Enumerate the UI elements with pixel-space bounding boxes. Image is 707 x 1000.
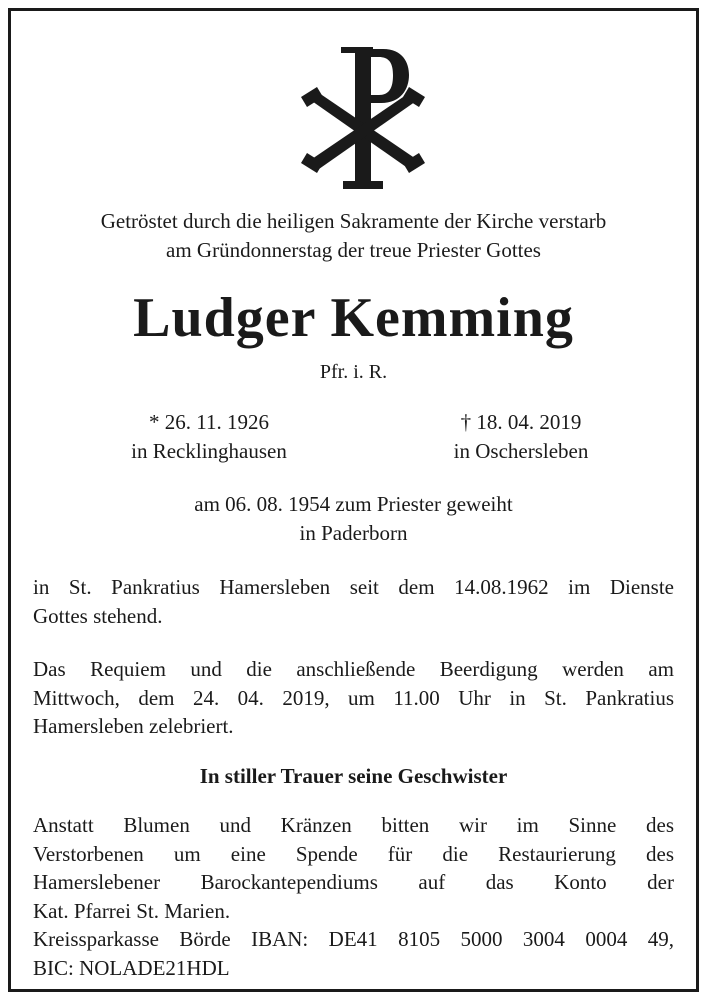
requiem-line-3: Hamersleben zelebriert. — [33, 714, 234, 738]
intro-text — [11, 207, 696, 265]
requiem-paragraph — [33, 655, 674, 741]
death-info — [401, 408, 641, 466]
donation-line-6: BIC: NOLADE21HDL — [33, 955, 230, 980]
death-date: † 18. 04. 2019 — [460, 410, 582, 434]
donation-line-2: Verstorbenen um eine Spende für die Restaurierung des — [33, 841, 674, 866]
death-place: in Oschersleben — [453, 439, 589, 463]
donation-line-4: Kat. Pfarrei St. Marien. — [33, 898, 231, 923]
service-line-2: Gottes stehend. — [33, 603, 163, 628]
donation-line-3: Hamerslebener Barockantependiums auf das Konto der — [33, 870, 674, 894]
service-paragraph — [33, 573, 674, 630]
requiem-line-2: Mittwoch, dem 24. 04. 2019, um 11.00 Uhr in St. Pankratius — [33, 685, 674, 710]
service-line-1: in St. Pankratius Hamersleben seit dem 14.08.1962 im Dienste — [33, 575, 674, 599]
obituary-notice — [8, 8, 699, 992]
donation-paragraph — [33, 811, 674, 982]
birth-info — [89, 408, 329, 466]
intro-line-1: Getröstet durch die heiligen Sakramente der Kirche verstarb — [100, 209, 607, 233]
birth-place: in Recklinghausen — [131, 439, 287, 463]
intro-line-2: am Gründonnerstag der treue Priester Gottes — [166, 238, 541, 262]
title-suffix: Pfr. i. R. — [319, 361, 388, 383]
chi-rho-icon — [297, 41, 429, 191]
deceased-name: Ludger Kemming — [133, 287, 574, 349]
ordination-line-2: in Paderborn — [299, 521, 408, 545]
ordination-line-1: am 06. 08. 1954 zum Priester geweiht — [194, 492, 513, 516]
birth-date: * 26. 11. 1926 — [149, 410, 269, 434]
donation-line-5: Kreissparkasse Börde IBAN: DE41 8105 5000 3004 0004 49, — [33, 927, 674, 951]
requiem-line-1: Das Requiem und die anschließende Beerdigung werden am — [33, 657, 674, 681]
ordination-info — [11, 490, 696, 548]
donation-line-1: Anstatt Blumen und Kränzen bitten wir im Sinne des — [33, 813, 674, 837]
mourners-line: In stiller Trauer seine Geschwister — [199, 764, 508, 788]
